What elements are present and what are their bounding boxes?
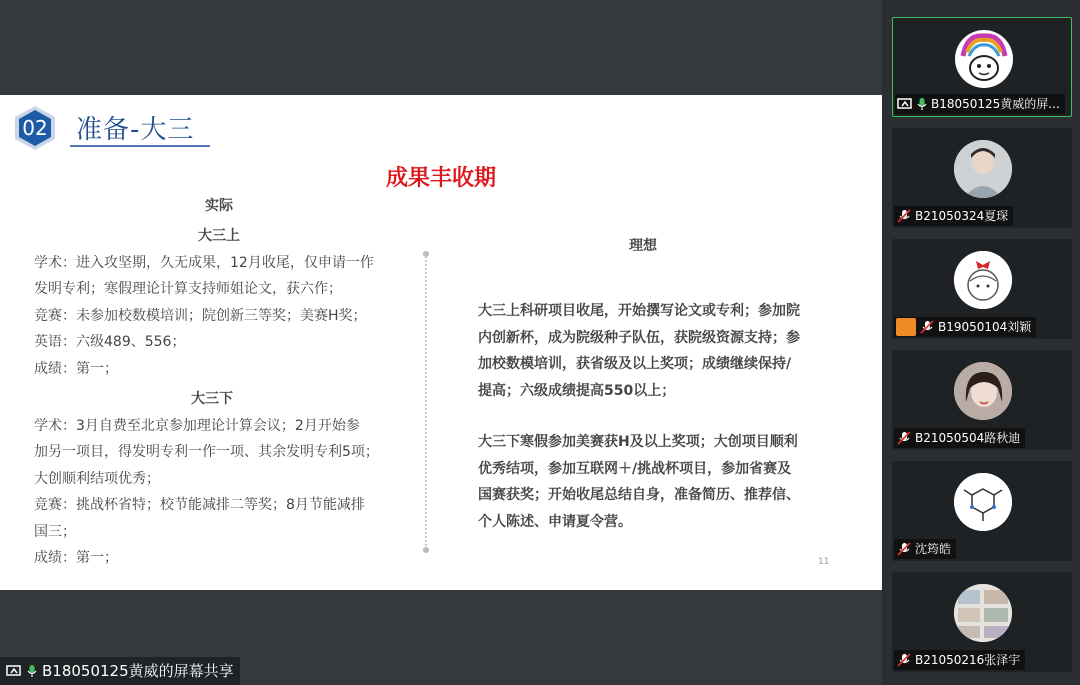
column-divider: [425, 253, 427, 553]
left-line: 学术：进入攻坚期，久无成果，12月收尾，仅申请一作: [34, 254, 374, 271]
subheader-second-term: 大三下: [191, 391, 233, 407]
participant-name: B21050504路秋迪: [915, 431, 1021, 445]
left-line: 加另一项目，得发明专利一作一项、其余发明专利5项；: [34, 444, 379, 460]
right-line: 个人陈述、申请夏令营。: [478, 513, 632, 530]
person-icon: [896, 318, 916, 336]
participant-tile[interactable]: [892, 350, 1072, 450]
right-paragraph-2: [478, 429, 838, 535]
stage-top-letterbox: [0, 0, 882, 95]
muted-microphone-icon: [896, 209, 912, 223]
participant-tile[interactable]: [892, 461, 1072, 561]
participant-tile[interactable]: [892, 17, 1072, 117]
section-number: 02: [22, 116, 48, 140]
participant-name-label: [894, 650, 1025, 670]
participant-name-label: [894, 317, 1036, 337]
cartoon-avatar: [955, 30, 1013, 88]
muted-microphone-icon: [896, 431, 912, 445]
right-header: 理想: [629, 238, 657, 254]
presentation-slide: [0, 95, 882, 590]
left-line: 英语：六级489、556；: [34, 334, 186, 350]
molecule-avatar: [954, 473, 1012, 531]
divider-dot: [423, 547, 429, 553]
right-line: 大三上科研项目收尾，开始撰写论文或专利；参加院: [478, 303, 800, 319]
participant-name: B210502​16张泽宇: [915, 653, 1021, 667]
photo-avatar: [954, 362, 1012, 420]
right-line: 国赛获奖；开始收尾总结自身，准备简历、推荐信、: [478, 487, 800, 503]
participant-tile[interactable]: [892, 128, 1072, 228]
right-line: 加校数模培训，获省级及以上奖项；成绩继续保持/: [478, 356, 792, 372]
left-line: 竞赛：未参加校数模培训；院创新三等奖；美赛H奖；: [34, 307, 367, 324]
right-paragraph-1: [478, 298, 838, 404]
drawing-avatar: [954, 251, 1012, 309]
participant-name: B19050104刘颖: [938, 320, 1032, 334]
microphone-icon: [26, 664, 38, 678]
muted-microphone-icon: [896, 653, 912, 667]
left-line: 发明专利；寒假理论计算支持师姐论文，获六作；: [34, 281, 342, 297]
screen-share-icon: [6, 664, 22, 678]
collage-avatar: [954, 584, 1012, 642]
muted-microphone-icon: [896, 542, 912, 556]
participant-tile[interactable]: [892, 572, 1072, 672]
left-line: 学术：3月自费至北京参加理论计算会议；2月开始参: [34, 417, 360, 434]
slide-page-number: 11: [818, 557, 830, 567]
share-bar-text: B18050125黄威的屏幕共享: [42, 662, 234, 680]
participant-name-label: [894, 428, 1025, 448]
participant-name: B18050125黄威的屏...: [931, 97, 1060, 111]
right-line: 优秀结项，参加互联网＋/挑战杯项目，参加省赛及: [478, 460, 792, 477]
right-line: 大三下寒假参加美赛获H及以上奖项；大创项目顺利: [478, 434, 798, 450]
participant-name-label: [894, 539, 956, 559]
muted-microphone-icon: [919, 320, 935, 334]
left-line: 大创顺利结项优秀；: [34, 470, 160, 487]
right-line: 内创新杯，成为院级种子队伍，获院级资源支持；参: [478, 329, 800, 346]
participant-name: 沈筠皓: [915, 542, 952, 556]
slide-headline: 成果丰收期: [385, 166, 496, 191]
participant-name: B21050324夏琛: [915, 209, 1009, 223]
left-header: 实际: [205, 198, 233, 214]
left-column: [34, 195, 414, 572]
subheader-first-term: 大三上: [198, 228, 240, 244]
photo-avatar: [954, 140, 1012, 198]
participant-name-label: [894, 206, 1013, 226]
participant-name-label: [895, 94, 1065, 114]
right-line: 提高；六级成绩提高550以上；: [478, 382, 676, 399]
left-line: 国三；: [34, 523, 76, 540]
left-line: 竞赛：挑战杯省特；校节能减排二等奖；8月节能减排: [34, 497, 365, 513]
microphone-icon: [916, 97, 928, 111]
title-underline: [70, 145, 210, 147]
section-title: 准备-大三: [76, 115, 195, 145]
screen-share-icon: [897, 97, 913, 111]
participant-tile[interactable]: [892, 239, 1072, 339]
screen-share-label[interactable]: [0, 657, 240, 685]
left-line: 成绩：第一；: [34, 550, 118, 566]
participant-sidebar: [882, 0, 1080, 685]
left-line: 成绩：第一；: [34, 360, 118, 377]
